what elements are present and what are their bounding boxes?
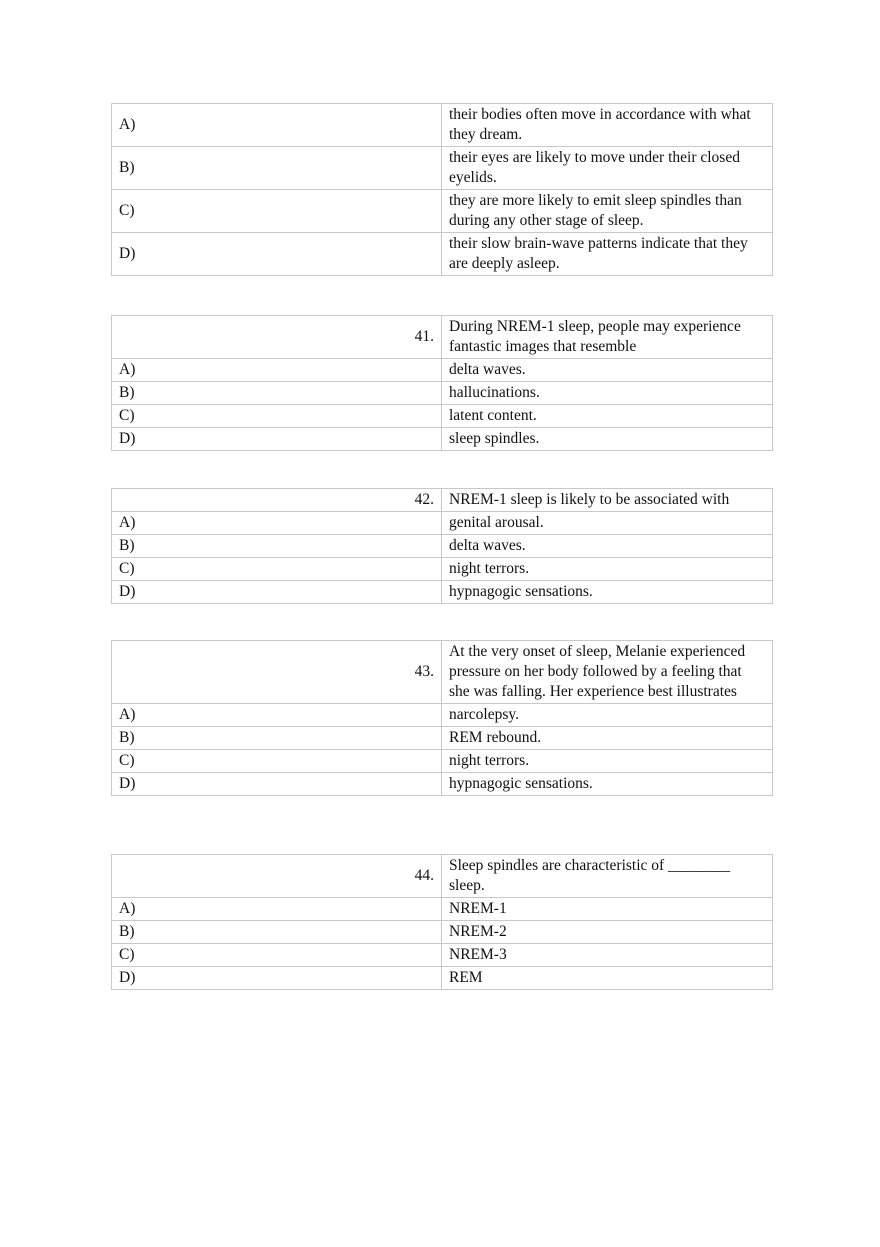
- question-number: 42.: [112, 489, 442, 512]
- option-text: REM: [442, 967, 773, 990]
- option-row-c: [112, 405, 773, 428]
- option-letter: D): [112, 233, 442, 276]
- option-text: latent content.: [442, 405, 773, 428]
- option-row-c: [112, 944, 773, 967]
- option-letter: D): [112, 967, 442, 990]
- option-letter: C): [112, 750, 442, 773]
- question-row: [112, 316, 773, 359]
- option-row-d: [112, 581, 773, 604]
- option-text: their eyes are likely to move under their closed eyelids.: [442, 147, 773, 190]
- option-row-a: [112, 898, 773, 921]
- option-text: genital arousal.: [442, 512, 773, 535]
- option-letter: B): [112, 921, 442, 944]
- option-row-b: [112, 921, 773, 944]
- option-text: NREM-2: [442, 921, 773, 944]
- option-letter: B): [112, 727, 442, 750]
- option-letter: C): [112, 558, 442, 581]
- option-row-d: [112, 967, 773, 990]
- option-row-d: [112, 773, 773, 796]
- option-letter: D): [112, 428, 442, 451]
- option-text: night terrors.: [442, 750, 773, 773]
- option-row-a: [112, 704, 773, 727]
- option-letter: D): [112, 581, 442, 604]
- question-number: 41.: [112, 316, 442, 359]
- option-text: hypnagogic sensations.: [442, 581, 773, 604]
- question-row: [112, 855, 773, 898]
- option-text: NREM-3: [442, 944, 773, 967]
- option-text: sleep spindles.: [442, 428, 773, 451]
- option-row-d: [112, 233, 773, 276]
- question-41-table: [111, 315, 773, 451]
- option-row-b: [112, 535, 773, 558]
- option-row-a: [112, 359, 773, 382]
- option-text: their slow brain-wave patterns indicate that they are deeply asleep.: [442, 233, 773, 276]
- option-row-b: [112, 147, 773, 190]
- question-stem: At the very onset of sleep, Melanie experienced pressure on her body followed by a feeling that she was falling. Her experience best illustrates: [442, 641, 773, 704]
- option-row-b: [112, 382, 773, 405]
- option-text: delta waves.: [442, 359, 773, 382]
- question-stem: Sleep spindles are characteristic of ________ sleep.: [442, 855, 773, 898]
- question-44-table: [111, 854, 773, 990]
- option-text: night terrors.: [442, 558, 773, 581]
- option-text: they are more likely to emit sleep spindles than during any other stage of sleep.: [442, 190, 773, 233]
- question-43-table: [111, 640, 773, 796]
- option-letter: C): [112, 944, 442, 967]
- question-42-table: [111, 488, 773, 604]
- question-row: [112, 489, 773, 512]
- option-text: delta waves.: [442, 535, 773, 558]
- question-number: 43.: [112, 641, 442, 704]
- option-row-d: [112, 428, 773, 451]
- option-row-b: [112, 727, 773, 750]
- option-text: hypnagogic sensations.: [442, 773, 773, 796]
- option-text: hallucinations.: [442, 382, 773, 405]
- question-number: 44.: [112, 855, 442, 898]
- question-stem: NREM-1 sleep is likely to be associated with: [442, 489, 773, 512]
- option-letter: B): [112, 147, 442, 190]
- question-40-table: [111, 103, 773, 276]
- option-row-a: [112, 104, 773, 147]
- question-stem: During NREM-1 sleep, people may experience fantastic images that resemble: [442, 316, 773, 359]
- option-row-a: [112, 512, 773, 535]
- option-text: narcolepsy.: [442, 704, 773, 727]
- option-letter: A): [112, 898, 442, 921]
- option-letter: A): [112, 104, 442, 147]
- option-letter: B): [112, 382, 442, 405]
- option-letter: D): [112, 773, 442, 796]
- option-row-c: [112, 750, 773, 773]
- option-text: their bodies often move in accordance with what they dream.: [442, 104, 773, 147]
- option-letter: A): [112, 359, 442, 382]
- option-row-c: [112, 190, 773, 233]
- option-letter: C): [112, 405, 442, 428]
- question-row: [112, 641, 773, 704]
- option-letter: A): [112, 704, 442, 727]
- option-text: NREM-1: [442, 898, 773, 921]
- option-letter: A): [112, 512, 442, 535]
- option-letter: C): [112, 190, 442, 233]
- option-letter: B): [112, 535, 442, 558]
- option-row-c: [112, 558, 773, 581]
- option-text: REM rebound.: [442, 727, 773, 750]
